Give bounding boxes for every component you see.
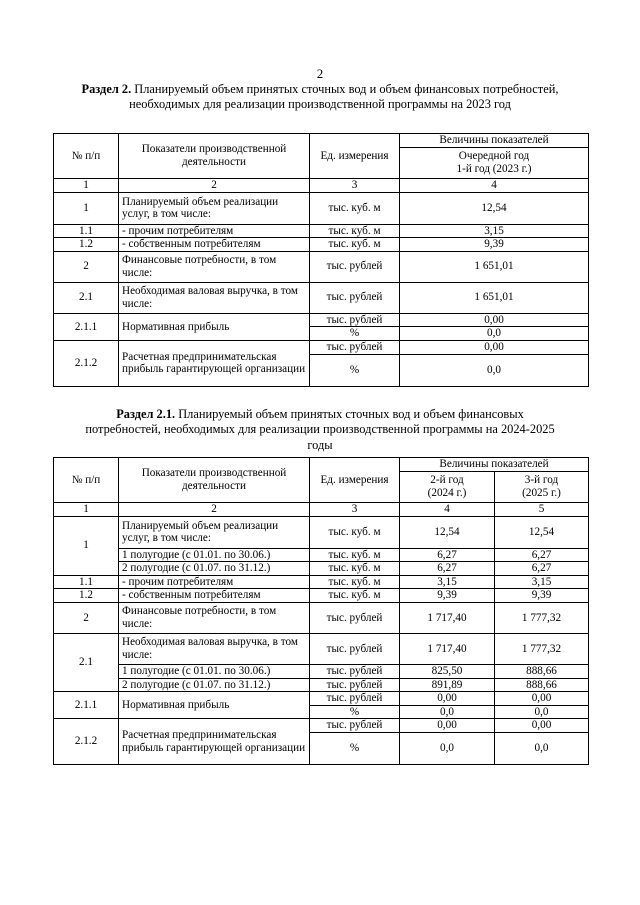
row-name: 1 полугодие (с 01.01. по 30.06.) xyxy=(119,664,310,678)
row-value-2025: 12,54 xyxy=(495,516,589,548)
header-indicator: Показатели производственной деятельности xyxy=(119,134,310,179)
header-year-2023 xyxy=(400,148,589,179)
row-value: 12,54 xyxy=(400,192,589,224)
row-unit: тыс. рублей xyxy=(310,602,400,633)
header-unit: Ед. измерения xyxy=(310,458,400,503)
row-num: 2.1.2 xyxy=(54,340,119,386)
table-row xyxy=(54,224,589,238)
row-name: Расчетная предпринимательская прибыль гарантирующей организации xyxy=(119,340,310,386)
row-value-2025: 0,0 xyxy=(495,705,589,719)
section-2-1-title-text: Планируемый объем принятых сточных вод и объем финансовых потребностей, необходимых для реализации производственной программы на 2024-2025 годы xyxy=(85,407,555,452)
section-2-title-label: Раздел 2. xyxy=(81,82,132,96)
row-name: - прочим потребителям xyxy=(119,224,310,238)
row-name: 2 полугодие (с 01.07. по 31.12.) xyxy=(119,678,310,692)
header-year-2024-line2: (2024 г.) xyxy=(427,487,467,499)
row-unit: тыс. рублей xyxy=(310,678,400,692)
header-year-2025 xyxy=(495,472,589,503)
row-value-2024: 891,89 xyxy=(400,678,495,692)
row-name: 2 полугодие (с 01.07. по 31.12.) xyxy=(119,562,310,576)
row-value-2025: 0,00 xyxy=(495,719,589,733)
row-unit: тыс. рублей xyxy=(310,340,400,354)
row-num: 1 xyxy=(54,192,119,224)
row-unit: тыс. рублей xyxy=(310,633,400,664)
header-unit: Ед. измерения xyxy=(310,134,400,179)
col-number: 3 xyxy=(310,503,400,517)
row-value: 0,0 xyxy=(400,354,589,386)
row-value-2024: 12,54 xyxy=(400,516,495,548)
row-value-2024: 1 717,40 xyxy=(400,633,495,664)
table-row xyxy=(54,678,589,692)
row-name: Нормативная прибыль xyxy=(119,313,310,340)
col-number: 1 xyxy=(54,503,119,517)
table-row xyxy=(54,589,589,603)
row-value-2025: 888,66 xyxy=(495,664,589,678)
row-num: 2 xyxy=(54,251,119,282)
row-num: 2.1.1 xyxy=(54,692,119,719)
row-unit: тыс. рублей xyxy=(310,719,400,733)
row-value-2024: 0,00 xyxy=(400,719,495,733)
header-year-2025-line2: (2025 г.) xyxy=(522,487,561,499)
table-row xyxy=(54,562,589,576)
row-unit: тыс. рублей xyxy=(310,692,400,706)
row-name: Нормативная прибыль xyxy=(119,692,310,719)
header-num: № п/п xyxy=(54,458,119,503)
table-row xyxy=(54,575,589,589)
col-number: 3 xyxy=(310,179,400,193)
row-unit: тыс. куб. м xyxy=(310,548,400,562)
row-value-2024: 825,50 xyxy=(400,664,495,678)
row-num: 2.1.1 xyxy=(54,313,119,340)
row-name: Необходимая валовая выручка, в том числе: xyxy=(119,633,310,664)
header-indicator: Показатели производственной деятельности xyxy=(119,458,310,503)
row-value-2024: 6,27 xyxy=(400,548,495,562)
row-num: 2 xyxy=(54,602,119,633)
table-row xyxy=(54,313,589,327)
table-row xyxy=(54,516,589,548)
section-2-title-text: Планируемый объем принятых сточных вод и объем финансовых потребностей, необходимых для реализации производственной программы на 2023 год xyxy=(129,82,559,112)
row-value-2024: 9,39 xyxy=(400,589,495,603)
header-year-2023-line2: 1-й год (2023 г.) xyxy=(456,163,532,175)
section-2-1-table xyxy=(53,457,589,765)
row-name: 1 полугодие (с 01.01. по 30.06.) xyxy=(119,548,310,562)
row-value-2025: 1 777,32 xyxy=(495,602,589,633)
col-number: 5 xyxy=(495,503,589,517)
row-unit: % xyxy=(310,705,400,719)
row-value-2024: 0,0 xyxy=(400,705,495,719)
row-unit: % xyxy=(310,327,400,341)
row-value: 0,00 xyxy=(400,340,589,354)
row-value: 1 651,01 xyxy=(400,251,589,282)
section-2-1-title xyxy=(80,407,560,453)
table-row xyxy=(54,633,589,664)
page-number: 2 xyxy=(316,66,324,81)
row-unit: тыс. куб. м xyxy=(310,238,400,252)
section-2-1-title-label: Раздел 2.1. xyxy=(116,407,176,421)
row-unit: тыс. куб. м xyxy=(310,516,400,548)
header-num: № п/п xyxy=(54,134,119,179)
row-value-2024: 3,15 xyxy=(400,575,495,589)
col-number: 2 xyxy=(119,179,310,193)
section-2-table xyxy=(53,133,589,387)
row-num: 1.1 xyxy=(54,224,119,238)
row-unit: % xyxy=(310,732,400,764)
row-unit: тыс. куб. м xyxy=(310,224,400,238)
row-unit: тыс. куб. м xyxy=(310,589,400,603)
row-value: 3,15 xyxy=(400,224,589,238)
row-value: 0,00 xyxy=(400,313,589,327)
row-value: 9,39 xyxy=(400,238,589,252)
header-values: Величины показателей xyxy=(400,458,589,472)
row-name: Финансовые потребности, в том числе: xyxy=(119,602,310,633)
row-unit: тыс. рублей xyxy=(310,664,400,678)
row-value-2025: 1 777,32 xyxy=(495,633,589,664)
table-row xyxy=(54,692,589,706)
row-value-2025: 0,00 xyxy=(495,692,589,706)
table-row xyxy=(54,340,589,354)
row-num: 1.2 xyxy=(54,589,119,603)
col-number: 4 xyxy=(400,179,589,193)
row-value-2024: 0,00 xyxy=(400,692,495,706)
row-value-2025: 0,0 xyxy=(495,732,589,764)
row-value-2025: 6,27 xyxy=(495,548,589,562)
row-unit: тыс. куб. м xyxy=(310,192,400,224)
table-row xyxy=(54,192,589,224)
row-num: 1 xyxy=(54,516,119,575)
row-value-2025: 3,15 xyxy=(495,575,589,589)
row-value: 0,0 xyxy=(400,327,589,341)
row-name: Планируемый объем реализации услуг, в том числе: xyxy=(119,516,310,548)
header-year-2025-line1: 3-й год xyxy=(524,474,559,487)
row-name: Расчетная предпринимательская прибыль гарантирующей организации xyxy=(119,719,310,765)
header-year-2024-line1: 2-й год xyxy=(430,474,464,487)
table-row xyxy=(54,238,589,252)
header-values: Величины показателей xyxy=(400,134,589,148)
table-row xyxy=(54,602,589,633)
row-value-2025: 6,27 xyxy=(495,562,589,576)
row-name: - собственным потребителям xyxy=(119,589,310,603)
row-value-2024: 0,0 xyxy=(400,732,495,764)
row-unit: % xyxy=(310,354,400,386)
row-value: 1 651,01 xyxy=(400,282,589,313)
section-2-title xyxy=(80,82,560,113)
row-value-2024: 6,27 xyxy=(400,562,495,576)
row-unit: тыс. рублей xyxy=(310,251,400,282)
col-number: 2 xyxy=(119,503,310,517)
col-number: 4 xyxy=(400,503,495,517)
row-num: 2.1.2 xyxy=(54,719,119,765)
row-name: Финансовые потребности, в том числе: xyxy=(119,251,310,282)
row-num: 2.1 xyxy=(54,282,119,313)
table-row xyxy=(54,664,589,678)
row-value-2024: 1 717,40 xyxy=(400,602,495,633)
header-year-2023-line1: Очередной год xyxy=(458,150,530,163)
table-row xyxy=(54,548,589,562)
row-unit: тыс. рублей xyxy=(310,282,400,313)
row-unit: тыс. куб. м xyxy=(310,562,400,576)
row-name: Необходимая валовая выручка, в том числе: xyxy=(119,282,310,313)
row-name: - прочим потребителям xyxy=(119,575,310,589)
row-num: 1.1 xyxy=(54,575,119,589)
col-number: 1 xyxy=(54,179,119,193)
row-unit: тыс. рублей xyxy=(310,313,400,327)
row-name: - собственным потребителям xyxy=(119,238,310,252)
row-value-2025: 888,66 xyxy=(495,678,589,692)
table-row xyxy=(54,282,589,313)
row-name: Планируемый объем реализации услуг, в том числе: xyxy=(119,192,310,224)
table-row xyxy=(54,719,589,733)
row-unit: тыс. куб. м xyxy=(310,575,400,589)
table-row xyxy=(54,251,589,282)
header-year-2024 xyxy=(400,472,495,503)
row-num: 2.1 xyxy=(54,633,119,691)
row-value-2025: 9,39 xyxy=(495,589,589,603)
row-num: 1.2 xyxy=(54,238,119,252)
